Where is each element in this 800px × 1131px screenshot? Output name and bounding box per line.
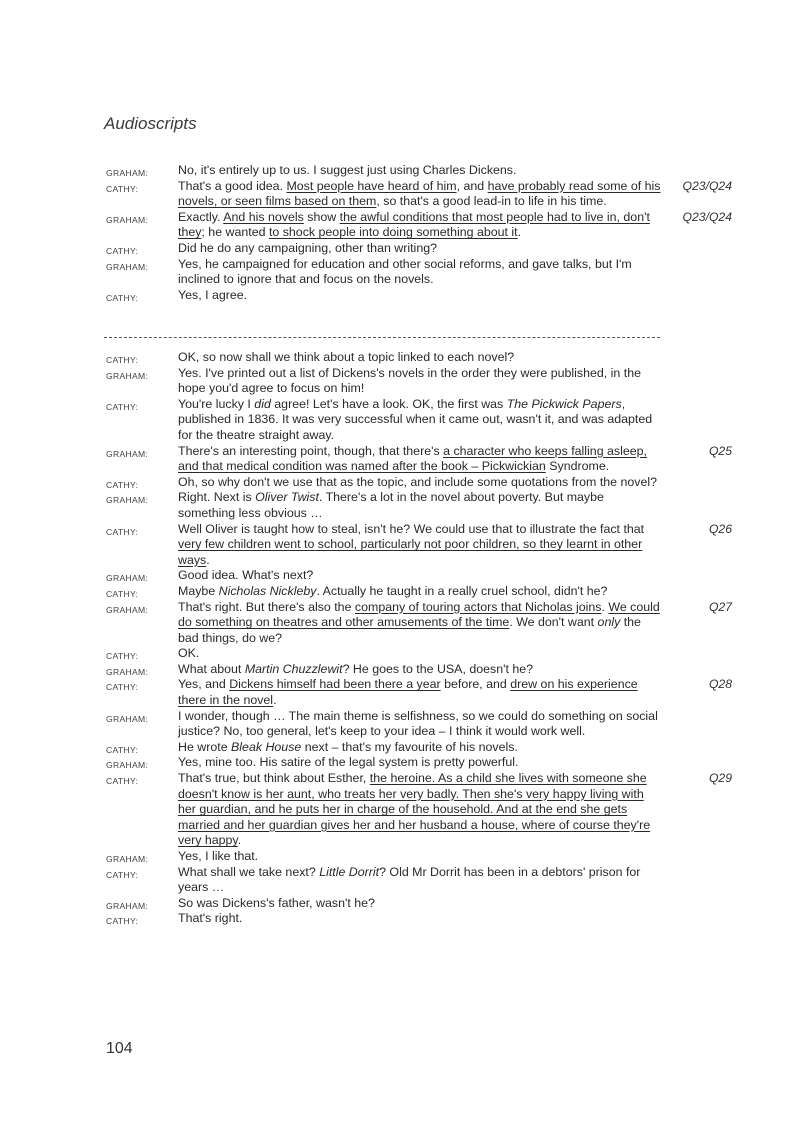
speaker-name: CATHY: bbox=[106, 526, 139, 537]
line-text bbox=[178, 475, 664, 491]
speaker-name: CATHY: bbox=[106, 776, 139, 787]
speaker-name: GRAHAM: bbox=[106, 573, 149, 584]
dialogue-line bbox=[0, 911, 800, 927]
line-text bbox=[178, 568, 664, 584]
dialogue-line bbox=[0, 366, 800, 397]
line-text bbox=[178, 677, 664, 708]
text-segment: Right. Next is bbox=[178, 490, 256, 505]
line-text bbox=[178, 397, 664, 444]
text-segment: Yes. I've printed out a list of Dickens's novels in the order they were published, in the hope you'd agree to focus on him! bbox=[178, 365, 641, 396]
speaker-name: GRAHAM: bbox=[106, 666, 149, 677]
text-segment: the bad things, do we? bbox=[178, 615, 641, 645]
speaker-name: GRAHAM: bbox=[106, 370, 149, 381]
line-text bbox=[178, 662, 664, 678]
text-segment: . bbox=[601, 599, 609, 614]
book-title: only bbox=[597, 615, 621, 630]
text-segment: That's a good idea. bbox=[178, 178, 287, 193]
line-text bbox=[178, 584, 664, 600]
question-reference: Q28 bbox=[708, 677, 732, 692]
text-segment: OK. bbox=[178, 646, 200, 661]
text-segment: That's right. bbox=[178, 911, 243, 926]
dialogue-line bbox=[0, 163, 800, 179]
underlined-answer-text: very few children went to school, particularly not poor children, so they learnt in other ways bbox=[178, 537, 643, 567]
speaker-name: CATHY: bbox=[106, 401, 139, 412]
speaker-name: GRAHAM: bbox=[106, 168, 149, 178]
dialogue-line bbox=[0, 522, 800, 569]
dialogue-line bbox=[0, 475, 800, 491]
book-title: Nicholas Nickleby bbox=[218, 583, 317, 598]
speaker-name: CATHY: bbox=[106, 588, 139, 599]
line-text bbox=[178, 771, 664, 849]
dialogue-line bbox=[0, 677, 800, 708]
text-segment: Did he do any campaigning, other than writing? bbox=[178, 240, 437, 255]
text-segment: So was Dickens's father, wasn't he? bbox=[178, 895, 375, 910]
line-text bbox=[178, 896, 664, 912]
speaker-name: GRAHAM: bbox=[106, 495, 149, 506]
question-reference: Q23/Q24 bbox=[682, 209, 732, 224]
text-segment: Maybe bbox=[178, 583, 219, 598]
text-segment: Yes, he campaigned for education and other social reforms, and gave talks, but I'm inclined to ignore that and focus on the novels. bbox=[178, 256, 632, 287]
underlined-answer-text: have probably read some of his novels, or seen films based on them bbox=[178, 178, 661, 209]
dialogue-line bbox=[0, 584, 800, 600]
dialogue-line bbox=[0, 397, 800, 444]
speaker-name: GRAHAM: bbox=[106, 214, 149, 225]
text-segment: That's true, but think about Esther, bbox=[178, 771, 370, 786]
dialogue-section-1 bbox=[0, 163, 800, 303]
text-segment: Syndrome. bbox=[545, 459, 610, 474]
line-text bbox=[178, 865, 664, 896]
speaker-name: CATHY: bbox=[106, 682, 139, 693]
text-segment: agree! Let's have a look. OK, the first was bbox=[270, 396, 507, 411]
text-segment: . Actually he taught in a really cruel school, didn't he? bbox=[316, 583, 608, 598]
page-number: 104 bbox=[106, 1040, 133, 1057]
text-segment: Yes, I like that. bbox=[178, 849, 259, 863]
speaker-name: CATHY: bbox=[106, 916, 139, 927]
text-segment: . There's a lot in the novel about poverty. But maybe something less obvious … bbox=[178, 490, 604, 520]
section-divider bbox=[104, 337, 660, 338]
line-text bbox=[178, 366, 664, 397]
speaker-name: CATHY: bbox=[106, 651, 139, 662]
text-segment: Exactly. bbox=[178, 209, 224, 224]
underlined-answer-text: Dickens himself had been there a year bbox=[229, 677, 441, 692]
dialogue-line bbox=[0, 568, 800, 584]
text-segment: What about bbox=[178, 661, 245, 676]
dialogue-section-2 bbox=[0, 350, 800, 927]
speaker-name: GRAHAM: bbox=[106, 854, 149, 864]
question-reference: Q29 bbox=[708, 771, 732, 786]
dialogue-line bbox=[0, 755, 800, 771]
speaker-name: CATHY: bbox=[106, 245, 139, 256]
text-segment: before, and bbox=[440, 677, 511, 692]
book-title: did bbox=[254, 396, 271, 411]
speaker-name: CATHY: bbox=[106, 744, 139, 755]
dialogue-line bbox=[0, 257, 800, 288]
line-text bbox=[178, 522, 664, 569]
line-text bbox=[178, 911, 664, 927]
text-segment: , so that's a good lead-in to life in his time. bbox=[376, 194, 607, 209]
dialogue-line bbox=[0, 288, 800, 304]
dialogue-line bbox=[0, 771, 800, 849]
question-reference: Q27 bbox=[708, 599, 732, 614]
line-text bbox=[178, 444, 664, 475]
line-text bbox=[178, 288, 664, 304]
underlined-answer-text: And his novels bbox=[223, 209, 304, 224]
text-segment: show bbox=[303, 209, 340, 224]
line-text bbox=[178, 755, 664, 771]
underlined-answer-text: We could do something on theatres and other amusements of the time bbox=[178, 599, 660, 630]
text-segment: Well Oliver is taught how to steal, isn't he? We could use that to illustrate the fact that bbox=[178, 521, 645, 536]
underlined-answer-text: Most people have heard of him bbox=[286, 178, 457, 193]
text-segment: He wrote bbox=[178, 739, 232, 754]
dialogue-line bbox=[0, 646, 800, 662]
underlined-answer-text: a character who keeps falling asleep, and that medical condition was named after the book – Pickwickian bbox=[178, 443, 647, 474]
book-title: The Pickwick Papers bbox=[506, 396, 622, 411]
text-segment: . We don't want bbox=[509, 615, 598, 630]
speaker-name: GRAHAM: bbox=[106, 713, 149, 724]
speaker-name: GRAHAM: bbox=[106, 760, 149, 771]
dialogue-line bbox=[0, 210, 800, 241]
speaker-name: CATHY: bbox=[106, 183, 139, 194]
text-segment: . bbox=[237, 833, 242, 848]
text-segment: That's right. But there's also the bbox=[178, 599, 355, 614]
line-text bbox=[178, 709, 664, 740]
line-text bbox=[178, 257, 664, 288]
speaker-name: CATHY: bbox=[106, 869, 139, 880]
dialogue-line bbox=[0, 849, 800, 865]
line-text bbox=[178, 163, 664, 179]
underlined-answer-text: company of touring actors that Nicholas joins bbox=[354, 599, 602, 614]
text-segment: ; he wanted bbox=[201, 225, 269, 240]
speaker-name: CATHY: bbox=[106, 355, 139, 365]
speaker-name: CATHY: bbox=[106, 479, 139, 490]
text-segment: No, it's entirely up to us. I suggest just using Charles Dickens. bbox=[178, 163, 517, 177]
line-text bbox=[178, 646, 664, 662]
dialogue-line bbox=[0, 179, 800, 210]
line-text bbox=[178, 179, 664, 210]
line-text bbox=[178, 600, 664, 647]
line-text bbox=[178, 849, 664, 865]
text-segment: . bbox=[517, 225, 522, 240]
dialogue-line bbox=[0, 600, 800, 647]
dialogue-line bbox=[0, 350, 800, 366]
text-segment: OK, so now shall we think about a topic linked to each novel? bbox=[178, 350, 515, 364]
dialogue-line bbox=[0, 865, 800, 896]
book-title: Martin Chuzzlewit bbox=[244, 661, 343, 676]
text-segment: Good idea. What's next? bbox=[178, 568, 314, 583]
speaker-name: CATHY: bbox=[106, 292, 139, 303]
text-segment: I wonder, though … The main theme is selfishness, so we could do something on social justice? No, too general, let's keep to your idea – I think it would work well. bbox=[178, 708, 658, 739]
text-segment: Yes, and bbox=[178, 677, 230, 692]
dialogue-line bbox=[0, 662, 800, 678]
text-segment: You're lucky I bbox=[178, 396, 255, 411]
text-segment: next – that's my favourite of his novels. bbox=[301, 739, 518, 754]
text-segment: ? He goes to the USA, doesn't he? bbox=[342, 661, 534, 676]
underlined-answer-text: to shock people into doing something about it bbox=[268, 225, 518, 240]
question-reference: Q23/Q24 bbox=[682, 178, 732, 193]
dialogue-line bbox=[0, 444, 800, 475]
text-segment: There's an interesting point, though, that there's bbox=[178, 443, 444, 458]
dialogue-line bbox=[0, 709, 800, 740]
line-text bbox=[178, 210, 664, 241]
text-segment: Oh, so why don't we use that as the topic, and include some quotations from the novel? bbox=[178, 474, 657, 489]
underlined-answer-text: drew on his experience there in the novel bbox=[178, 677, 638, 708]
book-title: Little Dorrit bbox=[319, 864, 380, 879]
dialogue-line bbox=[0, 896, 800, 912]
line-text bbox=[178, 350, 664, 366]
speaker-name: GRAHAM: bbox=[106, 448, 149, 459]
speaker-name: GRAHAM: bbox=[106, 604, 149, 615]
underlined-answer-text: the awful conditions that most people had to live in, don't they bbox=[178, 209, 650, 240]
text-segment: , and bbox=[456, 178, 488, 193]
speaker-name: GRAHAM: bbox=[106, 261, 149, 272]
text-segment: Yes, I agree. bbox=[178, 287, 248, 302]
text-segment: . bbox=[273, 693, 277, 708]
dialogue-line bbox=[0, 241, 800, 257]
page-heading: Audioscripts bbox=[104, 114, 197, 133]
speaker-name: GRAHAM: bbox=[106, 900, 149, 911]
line-text bbox=[178, 740, 664, 756]
dialogue-line bbox=[0, 740, 800, 756]
book-title: Bleak House bbox=[231, 739, 302, 754]
text-segment: , published in 1836. It was very successful when it came out, wasn't it, and was adapted for the theatre straight away. bbox=[178, 396, 653, 442]
underlined-answer-text: the heroine. As a child she lives with someone she doesn't know is her aunt, who treats her very badly. Then she's very happy living with her guardian, and he puts her in charge of the household. And at the end she gets married and her guardian gives her and her husband a house, where of course they're very happy bbox=[178, 771, 651, 848]
question-reference: Q25 bbox=[708, 443, 732, 458]
book-title: Oliver Twist bbox=[255, 490, 319, 505]
text-segment: Yes, mine too. His satire of the legal system is pretty powerful. bbox=[178, 755, 519, 770]
line-text bbox=[178, 241, 664, 257]
text-segment: ? Old Mr Dorrit has been in a debtors' prison for years … bbox=[178, 864, 641, 895]
dialogue-line bbox=[0, 490, 800, 521]
text-segment: . bbox=[206, 552, 210, 567]
text-segment: What shall we take next? bbox=[178, 864, 320, 879]
line-text bbox=[178, 490, 664, 521]
question-reference: Q26 bbox=[708, 521, 732, 536]
